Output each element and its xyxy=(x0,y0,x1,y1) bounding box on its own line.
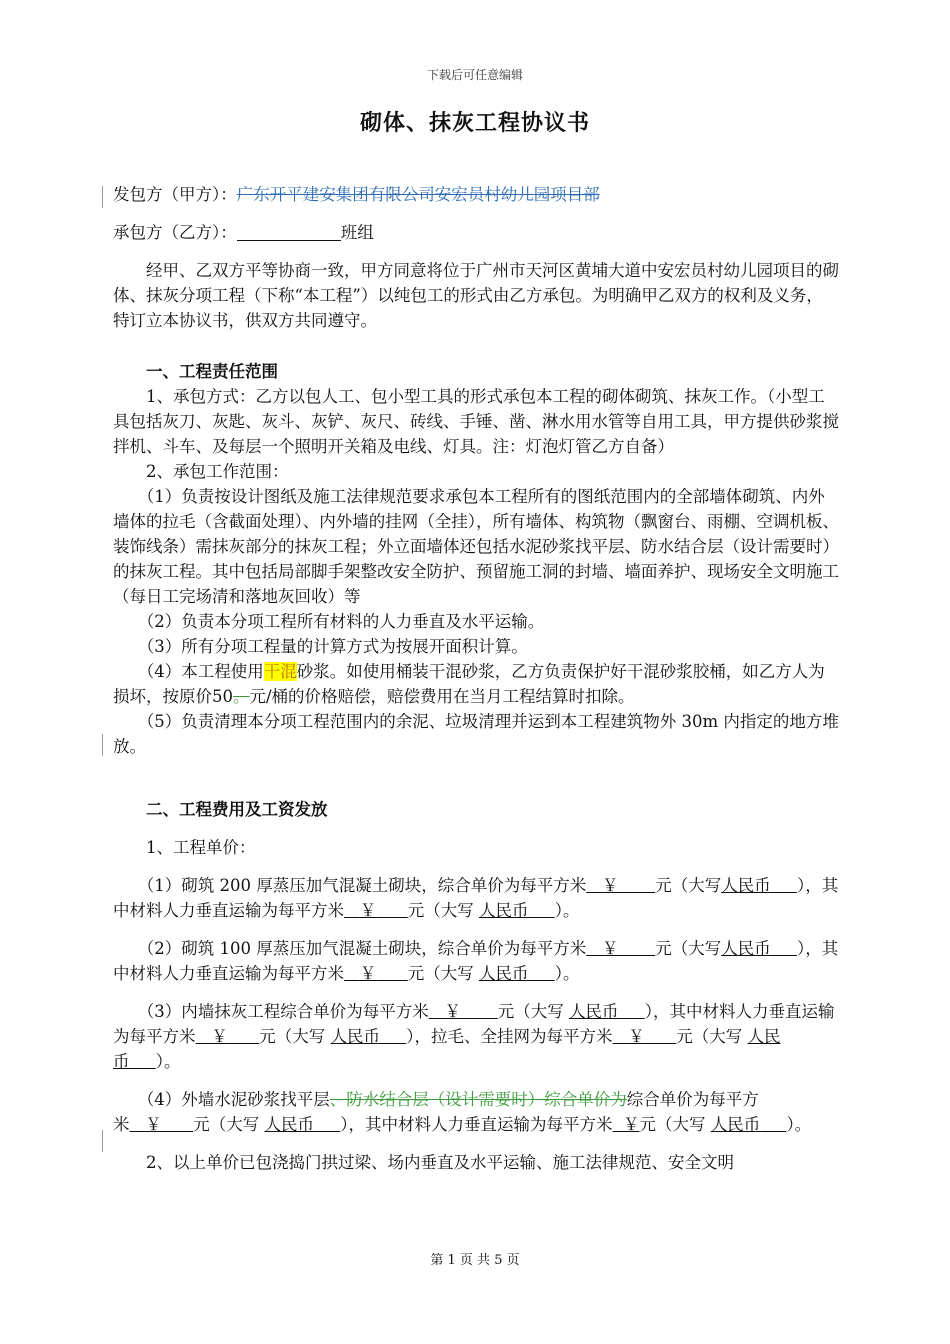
price-blank[interactable] xyxy=(612,1027,676,1046)
party-b-blank[interactable] xyxy=(237,222,341,241)
unit-price-1 xyxy=(113,873,839,923)
price-blank[interactable] xyxy=(612,1115,639,1134)
rmb-label: 人民币 xyxy=(721,939,771,958)
price-text: （2）砌筑 100 厚蒸压加气混凝土砌块，综合单价为每平方米 xyxy=(137,939,587,958)
revision-bar xyxy=(102,734,103,756)
price-blank[interactable] xyxy=(586,939,655,958)
document-body xyxy=(113,182,839,1175)
price-text: 综合单价为每平方米 xyxy=(113,1090,759,1134)
rmb-label: 人民币 xyxy=(330,1027,380,1046)
price-blank[interactable] xyxy=(130,1115,194,1134)
price-text: ），其中材料人力垂直运输为每平方米 xyxy=(113,876,839,920)
yuan-sign: ￥ xyxy=(145,1115,162,1134)
price-text: 元（大写 xyxy=(676,1027,743,1046)
rmb-blank[interactable] xyxy=(721,876,797,895)
rmb-label: 人民币 xyxy=(478,964,529,983)
rmb-label: 人民币 xyxy=(568,1002,619,1021)
rmb-blank[interactable] xyxy=(479,964,555,983)
rmb-label: 人民币 xyxy=(721,876,771,895)
party-a-line xyxy=(113,182,839,207)
yuan-sign: ￥ xyxy=(359,964,377,983)
party-b-line xyxy=(113,220,839,245)
price-text: （1）砌筑 200 厚蒸压加气混凝土砌块，综合单价为每平方米 xyxy=(137,876,587,895)
price-text: ），拉毛、全挂网为每平方米 xyxy=(406,1027,613,1046)
document-title: 砌体、抹灰工程协议书 xyxy=(359,110,590,136)
rmb-blank[interactable] xyxy=(330,1027,406,1046)
section-1-title: 一、工程责任范围 xyxy=(146,362,278,381)
deleted-text: 、防水结合层（设计需要时）综合单价为 xyxy=(329,1090,627,1109)
yuan-sign: ￥ xyxy=(359,901,377,920)
yuan-sign: ￥ xyxy=(211,1027,228,1046)
party-b-label: 承包方（乙方）： xyxy=(113,223,237,242)
price-blank[interactable] xyxy=(429,1002,498,1021)
section-1-item-2: （2）负责本分项工程所有材料的人力垂直及水平运输。 xyxy=(137,612,545,631)
yuan-sign: ￥ xyxy=(601,876,619,895)
section-1-item-1: （1）负责按设计图纸及施工法律规范要求承包本工程所有的图纸范围内的全部墙体砌筑、内外墙体的拉毛（含截面处理）、内外墙的挂网（全挂），所有墙体、构筑物（飘窗台、雨棚、空调机板、装饰线条）需抹灰部分的抹灰工程；外立面墙体还包括水泥砂浆找平层、防水结合层（设计需要时）的抹灰工程。其中包括局部脚手架整改安全防护、预留施工洞的封墙、墙面养护、现场安全文明施工（每日工完场清和落地灰回收）等 xyxy=(113,487,839,606)
section-2-paragraph-2: 2、以上单价已包浇捣门拱过梁、场内垂直及水平运输、施工法律规范、安全文明 xyxy=(146,1153,734,1172)
rmb-blank[interactable] xyxy=(479,901,555,920)
page-footer: 第 1 页 共 5 页 xyxy=(430,1253,520,1268)
rmb-blank[interactable] xyxy=(721,939,797,958)
price-text: ），其中材料人力垂直运输为每平方米 xyxy=(113,1002,835,1046)
yuan-sign: ￥ xyxy=(628,1027,645,1046)
price-text: 元（大写 xyxy=(407,964,474,983)
price-text: （3）内墙抹灰工程综合单价为每平方米 xyxy=(137,1002,429,1021)
rmb-blank[interactable] xyxy=(569,1002,645,1021)
section-1-paragraph-1: 1、承包方式：乙方以包人工、包小型工具的形式承包本工程的砌体砌筑、抹灰工作。（小型工具包括灰刀、灰匙、灰斗、灰铲、灰尺、砖线、手锤、凿、淋水用水管等自用工具，甲方提供砂浆搅拌机、斗车、及每层一个照明开关箱及电线、灯具。注：灯泡灯管乙方自备） xyxy=(113,387,839,456)
section-2-title: 二、工程费用及工资发放 xyxy=(146,800,328,819)
section-2-paragraph-1: 1、工程单价： xyxy=(146,838,256,857)
yuan-sign: ￥ xyxy=(601,939,619,958)
item-4-text: 元/桶的价格赔偿，赔偿费用在当月工程结算时扣除。 xyxy=(249,687,635,706)
price-text: ），其中材料人力垂直运输为每平方米 xyxy=(340,1115,613,1134)
rmb-label: 人民币 xyxy=(478,901,529,920)
price-text: ），其中材料人力垂直运输为每平方米 xyxy=(113,939,839,983)
section-1-item-5: （5）负责清理本分项工程范围内的余泥、垃圾清理并运到本工程建筑物外 30m 内指定的地方堆放。 xyxy=(113,712,839,756)
section-1-paragraph-2: 2、承包工作范围： xyxy=(146,462,289,481)
party-a-label: 发包方（甲方）： xyxy=(113,185,237,204)
price-text: 元（大写 xyxy=(407,901,474,920)
yuan-sign: ￥ xyxy=(622,1115,640,1134)
section-1-item-3: （3）所有分项工程量的计算方式为按展开面积计算。 xyxy=(137,637,528,656)
rmb-blank[interactable] xyxy=(264,1115,340,1134)
price-text: 元（大写 xyxy=(655,876,722,895)
price-text: 元（大写 xyxy=(259,1027,326,1046)
rmb-label: 人民币 xyxy=(264,1115,314,1134)
rmb-label: 人民币 xyxy=(710,1115,761,1134)
page-header: 下载后可任意编辑 xyxy=(426,68,523,82)
price-text: 元（大写 xyxy=(655,939,722,958)
party-b-suffix: 班组 xyxy=(340,223,374,242)
price-text: 元（大写 xyxy=(497,1002,564,1021)
intro-paragraph: 经甲、乙双方平等协商一致，甲方同意将位于广州市天河区黄埔大道中安宏员村幼儿园项目的砌体、抹灰分项工程（下称“本工程”）以纯包工的形式由乙方承包。为明确甲乙双方的权利及义务，特订立本协议书，供双方共同遵守。 xyxy=(113,261,839,330)
price-text: ）。 xyxy=(786,1115,812,1134)
deleted-mark: 。 xyxy=(233,687,250,706)
section-1-item-4 xyxy=(113,659,839,709)
highlighted-term: 干混 xyxy=(263,662,297,681)
rmb-label: 人民币 xyxy=(113,1027,781,1071)
price-text: 元（大写 xyxy=(639,1115,706,1134)
price-blank[interactable] xyxy=(344,964,408,983)
unit-price-2 xyxy=(113,936,839,986)
yuan-sign: ￥ xyxy=(444,1002,461,1021)
price-blank[interactable] xyxy=(344,901,408,920)
price-text: ）。 xyxy=(554,901,580,920)
price-text: （4）外墙水泥砂浆找平层 xyxy=(137,1090,330,1109)
unit-price-4 xyxy=(113,1087,839,1137)
party-a-value: 广东开平建安集团有限公司安宏员村幼儿园项目部 xyxy=(236,185,600,204)
price-blank[interactable] xyxy=(586,876,655,895)
price-blank[interactable] xyxy=(196,1027,260,1046)
price-text: ）。 xyxy=(155,1052,181,1071)
item-4-text: 砂浆。如使用桶装干混砂浆，乙方负责保护好干混砂浆胶桶，如乙方人为损坏，按原价 xyxy=(113,662,825,706)
unit-price-3 xyxy=(113,999,839,1074)
revision-bar xyxy=(102,1130,103,1152)
item-4-text: （4）本工程使用 xyxy=(137,662,264,681)
revision-bar xyxy=(102,186,103,208)
price-text: ）。 xyxy=(554,964,580,983)
bucket-price: 50 xyxy=(212,687,233,706)
price-text: 元（大写 xyxy=(193,1115,260,1134)
rmb-blank[interactable] xyxy=(711,1115,787,1134)
